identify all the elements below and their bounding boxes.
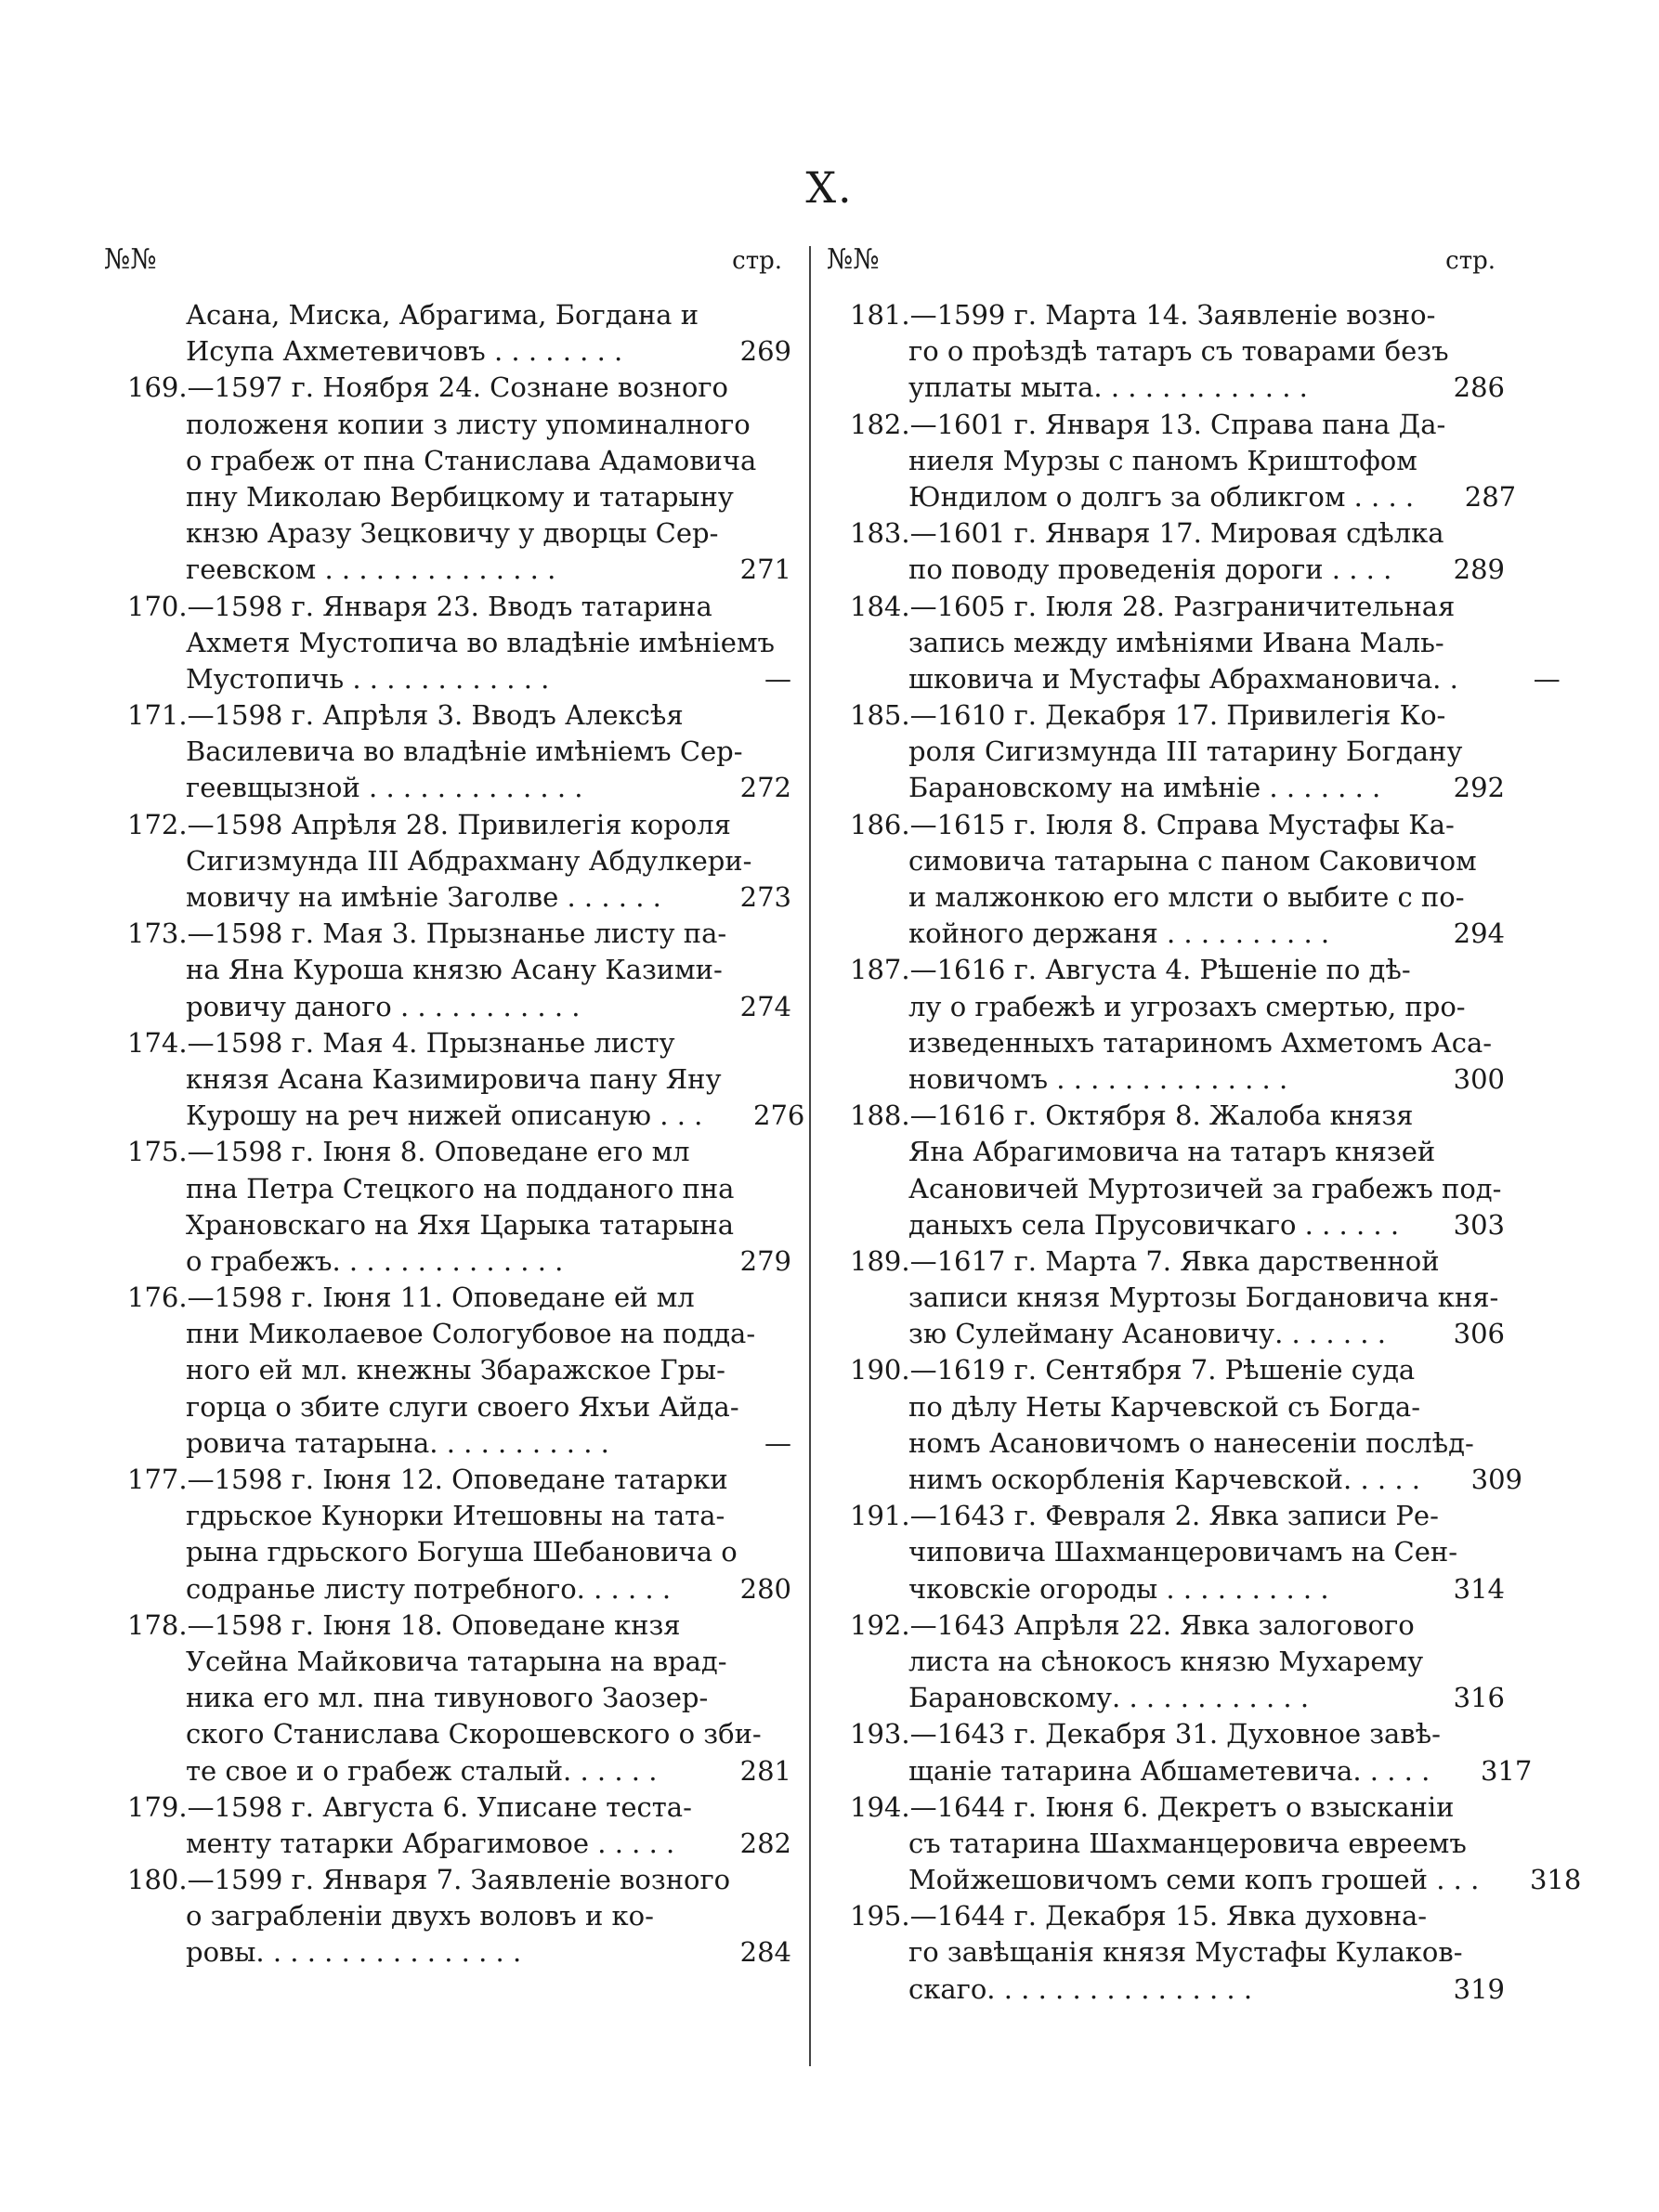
entry-text: геевщызной . . . . . . . . . . . . . — [186, 772, 583, 804]
toc-line — [104, 916, 791, 952]
entry-text: 182.—1601 г. Января 13. Справа пана Да- — [850, 408, 1446, 440]
toc-line — [104, 1934, 791, 1971]
toc-line — [827, 843, 1505, 879]
entry-text: койного держаня . . . . . . . . . . — [908, 917, 1330, 950]
toc-line — [104, 1352, 791, 1388]
entry-text: Ахметя Мустопича во владѣніе имѣніемъ — [186, 626, 775, 658]
page-number: 289 — [1453, 553, 1505, 586]
entry-text: на Яна Куроша князю Асану Казими- — [186, 954, 723, 986]
entry-text: 188.—1616 г. Октября 8. Жалоба князя — [850, 1099, 1414, 1132]
toc-line — [104, 879, 791, 916]
toc-line — [827, 1753, 1533, 1789]
entry-text: ского Станислава Скорошевского о зби- — [186, 1718, 762, 1750]
toc-line — [827, 407, 1505, 443]
toc-line — [827, 1498, 1505, 1534]
entry-text: Асана, Миска, Абрагима, Богдана и — [186, 299, 699, 331]
entry-text: ровича татарына. . . . . . . . . . . — [186, 1426, 609, 1459]
toc-line — [827, 297, 1505, 333]
toc-line — [827, 515, 1505, 552]
toc-entry — [827, 515, 1505, 588]
toc-line — [104, 1243, 791, 1280]
number-column-label: №№ — [827, 243, 880, 276]
toc-line — [104, 515, 791, 552]
entry-text: 192.—1643 Апрѣля 22. Явка залогового — [850, 1608, 1415, 1641]
toc-line — [104, 589, 791, 625]
entry-text: скаго. . . . . . . . . . . . . . . . — [908, 1972, 1253, 2005]
toc-line — [104, 479, 791, 515]
toc-entry — [104, 1462, 791, 1607]
page-number: 314 — [1453, 1572, 1505, 1605]
toc-line — [104, 1134, 791, 1170]
column-header — [827, 243, 1505, 290]
toc-entry — [827, 1352, 1522, 1498]
toc-line — [104, 1607, 791, 1644]
page-number: 300 — [1453, 1062, 1505, 1095]
entry-text: геевском . . . . . . . . . . . . . . — [186, 553, 556, 586]
page-title: X. — [805, 163, 854, 213]
toc-line — [827, 1680, 1505, 1716]
entry-text: ниеля Мурзы с паномъ Криштофом — [908, 444, 1417, 476]
entry-text: 193.—1643 г. Декабря 31. Духовное завѣ- — [850, 1718, 1441, 1750]
page-number: 274 — [739, 990, 791, 1022]
page-number: 272 — [739, 772, 791, 804]
toc-line — [827, 989, 1505, 1025]
page-number: 281 — [739, 1754, 791, 1787]
toc-line — [104, 1280, 791, 1316]
entry-text: о заграбленіи двухъ воловъ и ко- — [186, 1900, 654, 1932]
entry-text: 172.—1598 Апрѣля 28. Привилегія короля — [127, 808, 731, 840]
toc-entry — [827, 1716, 1533, 1789]
page-number: 287 — [1464, 480, 1517, 513]
toc-line — [827, 1389, 1505, 1425]
toc-line — [104, 952, 791, 988]
entry-text: го завѣщанія князя Мустафы Кулаков- — [908, 1936, 1463, 1969]
entry-text: содранье листу потребного. . . . . . — [186, 1572, 672, 1605]
toc-line — [827, 807, 1505, 843]
toc-line — [104, 1862, 791, 1898]
entry-text: 176.—1598 г. Іюня 11. Оповедане ей мл — [127, 1282, 695, 1314]
entry-text: Исупа Ахметевичовъ . . . . . . . . — [186, 335, 623, 368]
entry-text: Мустопичь . . . . . . . . . . . . — [186, 662, 550, 695]
entry-text: изведенныхъ татариномъ Ахметомъ Аса- — [908, 1026, 1493, 1059]
toc-line — [827, 1171, 1505, 1207]
entry-text: Барановскому на имѣніе . . . . . . . — [908, 772, 1381, 804]
toc-entry — [104, 1789, 791, 1862]
page-number: 279 — [739, 1244, 791, 1277]
entry-text: гдрьское Кунорки Итешовны на тата- — [186, 1500, 725, 1532]
page-number: 280 — [739, 1572, 791, 1605]
toc-line — [827, 1425, 1505, 1462]
entry-text: ника его мл. пна тивунового Заозер- — [186, 1682, 709, 1714]
page-number: 319 — [1453, 1972, 1505, 2005]
toc-line — [104, 443, 791, 479]
entry-text: менту татарки Абрагимовое . . . . . — [186, 1827, 675, 1859]
toc-line — [104, 1098, 805, 1134]
toc-entry — [827, 1498, 1505, 1607]
page-number: — — [764, 662, 791, 695]
page-number: — — [764, 1426, 791, 1459]
toc-line — [827, 734, 1505, 770]
entry-text: 171.—1598 г. Апрѣля 3. Вводъ Алексѣя — [127, 699, 684, 732]
toc-line — [827, 661, 1561, 697]
entry-text: кнзю Аразу Зецковичу у дворцы Сер- — [186, 517, 719, 550]
toc-line — [827, 1716, 1505, 1752]
page-number: 269 — [739, 335, 791, 368]
entry-text: съ татарина Шахманцеровича евреемъ — [908, 1827, 1467, 1859]
entry-text: князя Асана Казимировича пану Яну — [186, 1062, 722, 1095]
toc-line — [104, 1826, 791, 1862]
entry-text: рына гдрьского Богуша Шебановича о — [186, 1536, 738, 1568]
toc-line — [827, 770, 1505, 806]
entry-text: и малжонкою его млсти о выбите с по- — [908, 881, 1465, 913]
toc-line — [104, 625, 791, 661]
toc-entry — [827, 952, 1505, 1098]
toc-entry — [827, 1898, 1505, 2008]
page-number: 294 — [1453, 917, 1505, 950]
entry-text: ровичу даного . . . . . . . . . . . — [186, 990, 581, 1022]
entry-text: 169.—1597 г. Ноября 24. Сознане возного — [127, 371, 728, 404]
entry-text: 183.—1601 г. Января 17. Мировая сдѣлка — [850, 517, 1444, 550]
entry-text: 178.—1598 г. Іюня 18. Оповедане кнзя — [127, 1608, 681, 1641]
toc-line — [827, 479, 1517, 515]
entry-text: даныхъ села Прусовичкаго . . . . . . — [908, 1208, 1400, 1241]
entry-text: Яна Абрагимовича на татаръ князей — [908, 1136, 1436, 1168]
toc-line — [827, 443, 1505, 479]
toc-line — [104, 697, 791, 734]
toc-line — [104, 1316, 791, 1352]
toc-entry — [827, 1789, 1582, 1899]
column-divider — [809, 246, 811, 2066]
column-header — [104, 243, 791, 290]
entry-text: чковскіе огороды . . . . . . . . . . — [908, 1572, 1329, 1605]
entry-text: те свое и о грабеж сталый. . . . . . — [186, 1754, 658, 1787]
entry-text: 174.—1598 г. Мая 4. Прызнанье листу — [127, 1026, 675, 1059]
entry-text: 195.—1644 г. Декабря 15. Явка духовна- — [850, 1900, 1428, 1932]
entry-text: Сигизмунда III Абдрахману Абдулкери- — [186, 844, 752, 877]
entry-text: по поводу проведенія дороги . . . . — [908, 553, 1392, 586]
entry-text: 187.—1616 г. Августа 4. Рѣшеніе по дѣ- — [850, 954, 1411, 986]
toc-line — [827, 1243, 1505, 1280]
toc-line — [104, 770, 791, 806]
page-number: 306 — [1453, 1318, 1505, 1350]
page-number: 316 — [1453, 1682, 1505, 1714]
entry-text: пни Миколаевое Сологубовое на подда- — [186, 1318, 756, 1350]
page-number: 317 — [1480, 1754, 1533, 1787]
entry-text: Василевича во владѣніе имѣніемъ Сер- — [186, 735, 743, 768]
entry-text: чиповича Шахманцеровичамъ на Сен- — [908, 1536, 1458, 1568]
entry-text: запись между имѣніями Ивана Маль- — [908, 626, 1444, 658]
entry-text: 170.—1598 г. Января 23. Вводъ татарина — [127, 590, 712, 622]
toc-line — [104, 1171, 791, 1207]
toc-line — [827, 552, 1505, 588]
toc-line — [104, 1498, 791, 1534]
toc-line — [827, 1025, 1505, 1061]
toc-line — [104, 1025, 791, 1061]
toc-line — [827, 1061, 1505, 1098]
page-number: 309 — [1470, 1464, 1522, 1495]
toc-entry — [827, 697, 1505, 807]
toc-entries — [827, 297, 1582, 2008]
toc-entry — [104, 1025, 805, 1135]
entry-text: шковича и Мустафы Абрахмановича. . — [908, 662, 1458, 695]
entry-text: 189.—1617 г. Марта 7. Явка дарственной — [850, 1244, 1440, 1277]
page-number: 276 — [753, 1099, 805, 1132]
toc-entry — [104, 916, 791, 1025]
toc-entry — [827, 1607, 1505, 1717]
toc-line — [827, 1134, 1505, 1170]
number-column-label: №№ — [104, 243, 157, 276]
toc-line — [104, 1389, 791, 1425]
toc-line — [827, 879, 1505, 916]
page-column-label: стр. — [732, 247, 782, 275]
toc-line — [827, 589, 1505, 625]
toc-line — [827, 1934, 1505, 1971]
entry-text: по дѣлу Неты Карчевской съ Богда- — [908, 1390, 1420, 1423]
toc-entry — [827, 807, 1505, 953]
entry-text: номъ Асановичомъ о нанесеніи послѣд- — [908, 1426, 1474, 1459]
toc-line — [104, 1462, 791, 1498]
entry-text: 185.—1610 г. Декабря 17. Привилегія Ко- — [850, 699, 1446, 732]
toc-line — [104, 734, 791, 770]
toc-line — [104, 1534, 791, 1570]
entry-text: 191.—1643 г. Февраля 2. Явка записи Ре- — [850, 1500, 1439, 1532]
toc-entry — [104, 807, 791, 917]
entry-text: ровы. . . . . . . . . . . . . . . . — [186, 1936, 522, 1969]
entry-text: о грабеж от пна Станислава Адамовича — [186, 444, 757, 476]
toc-entry — [104, 297, 791, 370]
toc-line — [104, 333, 791, 370]
toc-line — [827, 916, 1505, 952]
page-number: 271 — [739, 553, 791, 586]
toc-entry — [104, 1607, 791, 1789]
toc-line — [827, 1534, 1505, 1570]
toc-entry — [827, 1098, 1505, 1243]
toc-line — [827, 1644, 1505, 1680]
entry-text: листа на сѣнокосъ князю Мухарему — [908, 1645, 1424, 1677]
toc-line — [104, 1716, 791, 1752]
toc-line — [827, 1316, 1505, 1352]
toc-line — [827, 1898, 1505, 1934]
entry-text: нимъ оскорбленія Карчевской. . . . . — [908, 1464, 1420, 1495]
toc-entry — [827, 407, 1517, 516]
toc-entry — [104, 589, 791, 698]
entry-text: 173.—1598 г. Мая 3. Прызнанье листу па- — [127, 917, 727, 950]
toc-line — [827, 1826, 1505, 1862]
page-number: 286 — [1453, 371, 1505, 404]
toc-line — [104, 1789, 791, 1826]
toc-entries — [104, 297, 805, 1971]
toc-line — [827, 697, 1505, 734]
toc-line — [104, 989, 791, 1025]
entry-text: ного ей мл. кнежны Збаражское Гры- — [186, 1354, 725, 1386]
page-column-label: стр. — [1445, 247, 1496, 275]
toc-line — [104, 1425, 791, 1462]
toc-line — [104, 807, 791, 843]
entry-text: Усейна Майковича татарына на врад- — [186, 1645, 727, 1677]
toc-line — [104, 370, 791, 406]
toc-line — [827, 1862, 1582, 1898]
toc-entry — [827, 1243, 1505, 1353]
entry-text: лу о грабежѣ и угрозахъ смертью, про- — [908, 990, 1466, 1022]
entry-text: 180.—1599 г. Января 7. Заявленіе возного — [127, 1864, 731, 1896]
entry-text: щаніе татарина Абшаметевича. . . . . — [908, 1754, 1430, 1787]
toc-entry — [104, 1280, 791, 1462]
toc-entry — [827, 297, 1505, 407]
toc-line — [104, 407, 791, 443]
toc-line — [104, 1898, 791, 1934]
entry-text: пну Миколаю Вербицкому и татарыну — [186, 480, 734, 513]
entry-text: 184.—1605 г. Іюля 28. Разграничительная — [850, 590, 1456, 622]
entry-text: 181.—1599 г. Марта 14. Заявленіе возно- — [850, 299, 1436, 331]
entry-text: 177.—1598 г. Іюня 12. Оповедане татарки — [127, 1464, 728, 1495]
entry-text: 190.—1619 г. Сентября 7. Рѣшеніе суда — [850, 1354, 1416, 1386]
right-column — [827, 243, 1582, 2008]
toc-line — [104, 297, 791, 333]
entry-text: о грабежъ. . . . . . . . . . . . . . — [186, 1244, 564, 1277]
toc-entry — [104, 697, 791, 807]
toc-line — [827, 1789, 1505, 1826]
entry-text: Асановичей Муртозичей за грабежъ под- — [908, 1172, 1502, 1204]
toc-line — [104, 1644, 791, 1680]
toc-line — [104, 843, 791, 879]
toc-line — [827, 1462, 1522, 1498]
entry-text: 186.—1615 г. Іюля 8. Справа Мустафы Ка- — [850, 808, 1455, 840]
entry-text: Юндилом о долгъ за обликгом . . . . — [908, 480, 1415, 513]
toc-entry — [104, 370, 791, 588]
page-number: — — [1533, 662, 1561, 695]
entry-text: 179.—1598 г. Августа 6. Уписане теста- — [127, 1790, 692, 1823]
toc-line — [827, 1098, 1505, 1134]
entry-text: горца о збите слуги своего Яхъи Айда- — [186, 1390, 739, 1423]
toc-line — [104, 1571, 791, 1607]
entry-text: зю Сулейману Асановичу. . . . . . . — [908, 1318, 1386, 1350]
toc-line — [104, 1061, 791, 1098]
toc-line — [827, 1280, 1505, 1316]
entry-text: Курошу на реч нижей описаную . . . — [186, 1099, 703, 1132]
toc-line — [827, 333, 1505, 370]
entry-text: симовича татарына с паном Саковичом — [908, 844, 1477, 877]
left-column — [104, 243, 805, 1971]
page-number: 284 — [739, 1936, 791, 1969]
toc-line — [827, 1352, 1505, 1388]
entry-text: новичомъ . . . . . . . . . . . . . . — [908, 1062, 1288, 1095]
entry-text: пна Петра Стецкого на подданого пна — [186, 1172, 735, 1204]
entry-text: роля Сигизмунда III татарину Богдану — [908, 735, 1463, 768]
page-number: 273 — [739, 881, 791, 913]
entry-text: 175.—1598 г. Іюня 8. Оповедане его мл — [127, 1136, 690, 1168]
entry-text: уплаты мыта. . . . . . . . . . . . . — [908, 371, 1308, 404]
toc-line — [827, 1571, 1505, 1607]
toc-line — [827, 1607, 1505, 1644]
page-number: 282 — [739, 1827, 791, 1859]
toc-line — [827, 370, 1505, 406]
entry-text: мовичу на имѣніе Заголве . . . . . . — [186, 881, 661, 913]
toc-line — [827, 625, 1505, 661]
entry-text: Храновскаго на Яхя Царыка татарына — [186, 1208, 735, 1241]
toc-line — [104, 1680, 791, 1716]
toc-line — [827, 1971, 1505, 2008]
toc-entry — [104, 1862, 791, 1971]
toc-entry — [827, 589, 1561, 698]
toc-entry — [104, 1134, 791, 1280]
toc-line — [827, 1207, 1505, 1243]
page-number: 318 — [1529, 1864, 1582, 1896]
entry-text: положеня копии з листу упоминалного — [186, 408, 751, 440]
toc-line — [104, 552, 791, 588]
toc-line — [104, 1753, 791, 1789]
page-number: 292 — [1453, 772, 1505, 804]
entry-text: записи князя Муртозы Богдановича кня- — [908, 1282, 1499, 1314]
entry-text: Барановскому. . . . . . . . . . . . — [908, 1682, 1310, 1714]
toc-line — [827, 952, 1505, 988]
page-number: 303 — [1453, 1208, 1505, 1241]
entry-text: го о проѣздѣ татаръ съ товарами безъ — [908, 335, 1449, 368]
toc-line — [104, 661, 791, 697]
entry-text: Мойжешовичомъ семи копъ грошей . . . — [908, 1864, 1480, 1896]
entry-text: 194.—1644 г. Іюня 6. Декретъ о взысканіи — [850, 1790, 1455, 1823]
toc-line — [104, 1207, 791, 1243]
